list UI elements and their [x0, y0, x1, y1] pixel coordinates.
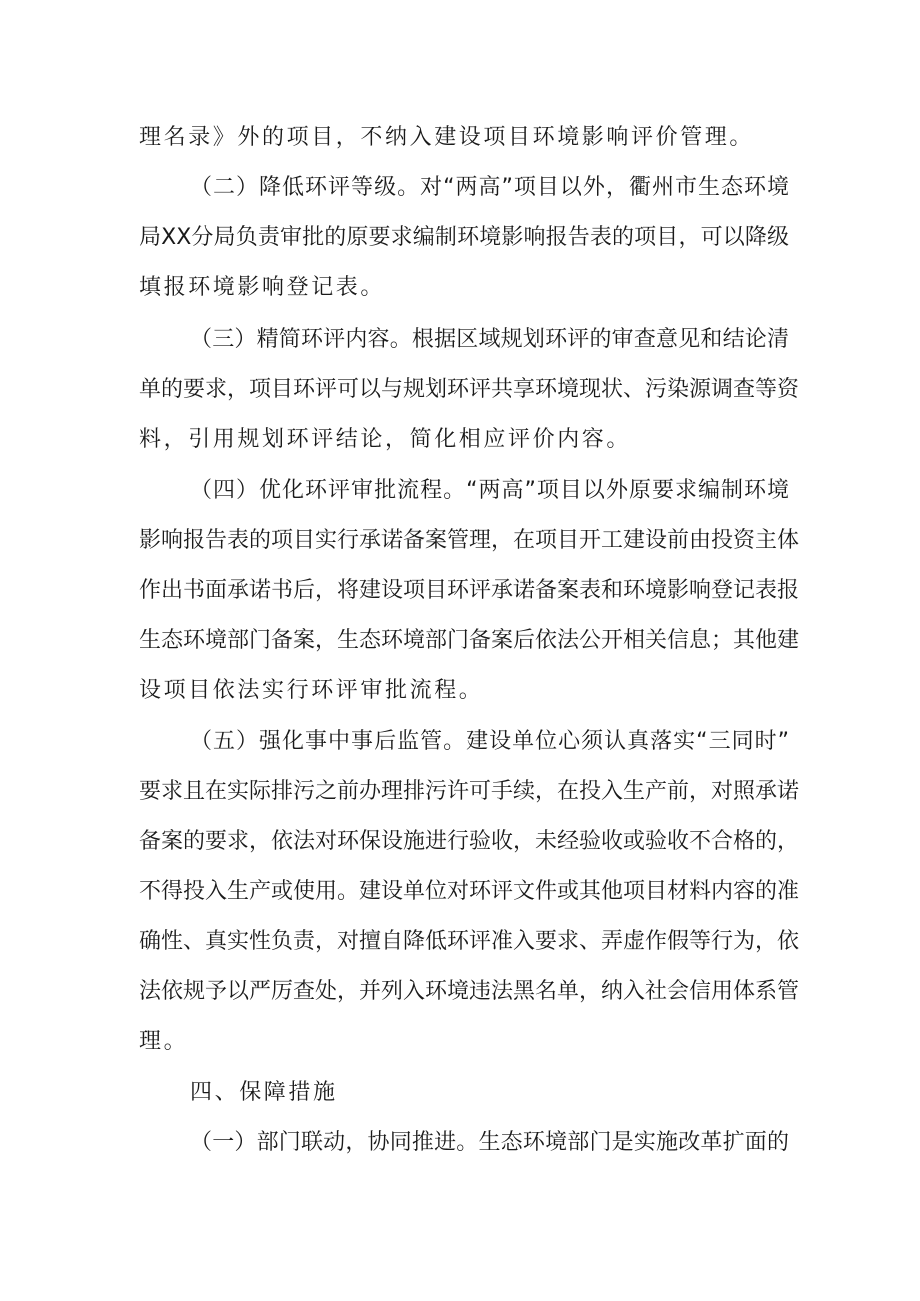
section-heading: 四、保障措施	[190, 1080, 338, 1105]
text-line: 备案的要求，依法对环保设施进行验收，未经验收或验收不合格的，	[139, 829, 800, 854]
text-line: 作出书面承诺书后，将建设项目环评承诺备案表和环境影响登记表报	[139, 578, 800, 603]
text-line: 局XX分局负责审批的原要求编制环境影响报告表的项目，可以降级	[139, 225, 789, 250]
text-line: 生态环境部门备案，生态环境部门备案后依法公开相关信息；其他建	[139, 628, 800, 653]
text-line: 要求且在实际排污之前办理排污许可手续，在投入生产前，对照承诺	[139, 779, 800, 804]
text-line: 影响报告表的项目实行承诺备案管理，在项目开工建设前由投资主体	[139, 528, 800, 553]
text-line: （五）强化事中事后监管。建设单位心须认真落实“三同时”	[190, 729, 789, 754]
text-line: 料，引用规划环评结论，简化相应评价内容。	[139, 427, 632, 452]
text-line: （一）部门联动，协同推进。生态环境部门是实施改革扩面的	[190, 1130, 789, 1155]
text-line: 不得投入生产或使用。建设单位对环评文件或其他项目材料内容的准	[139, 879, 800, 904]
text-line: 确性、真实性负责，对擅自降低环评准入要求、弄虚作假等行为，依	[139, 929, 800, 954]
text-line: 理。	[139, 1029, 189, 1054]
text-line: 法依规予以严厉查处，并列入环境违法黑名单，纳入社会信用体系管	[139, 979, 800, 1004]
text-line: （二）降低环评等级。对“两高”项目以外，衢州市生态环境	[190, 175, 789, 200]
text-line: 理名录》外的项目，不纳入建设项目环境影响评价管理。	[139, 125, 755, 150]
text-line: （四）优化环评审批流程。“两高”项目以外原要求编制环境	[190, 478, 789, 503]
text-line: 设项目依法实行环评审批流程。	[139, 678, 484, 703]
text-line: 单的要求，项目环评可以与规划环评共享环境现状、污染源调查等资	[139, 377, 800, 402]
text-line: 填报环境影响登记表。	[139, 275, 386, 300]
text-line: （三）精简环评内容。根据区域规划环评的审查意见和结论清	[190, 327, 789, 352]
